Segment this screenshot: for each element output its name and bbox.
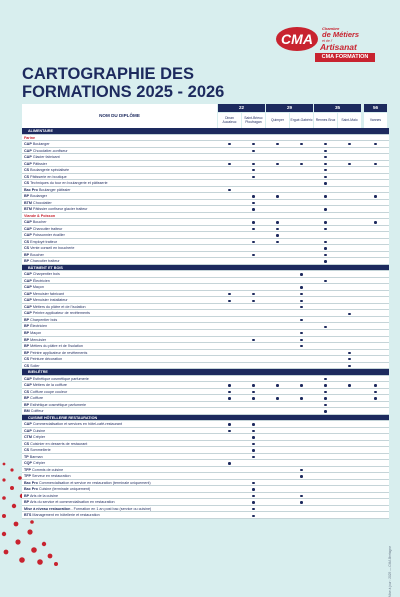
diploma-name: Électricien xyxy=(29,324,48,329)
diploma-name: Boulanger pâtissier xyxy=(37,187,71,192)
diploma-name: Boulanger xyxy=(31,142,50,147)
diploma-name: Pâtissier xyxy=(31,161,47,166)
availability-dot xyxy=(324,221,326,223)
diploma-label xyxy=(24,271,214,277)
availability-dot xyxy=(276,228,278,230)
diploma-name: Crêpier xyxy=(32,461,46,466)
diploma-label xyxy=(24,252,214,258)
svg-text:CMA: CMA xyxy=(281,31,313,47)
city-column-header: Quimper xyxy=(266,113,289,128)
diploma-name: Pâtisserie en boutique xyxy=(29,174,67,179)
availability-dot xyxy=(324,280,326,282)
availability-dot xyxy=(324,260,326,262)
diploma-label xyxy=(24,206,214,212)
availability-dot xyxy=(228,189,230,191)
availability-dot xyxy=(276,195,278,197)
diploma-name: Sommellerie xyxy=(29,448,51,453)
availability-dot xyxy=(276,221,278,223)
availability-dot xyxy=(324,169,326,171)
diploma-label xyxy=(24,148,214,154)
diploma-name: Charpentier bois xyxy=(29,317,58,322)
diploma-type: BP xyxy=(24,493,30,498)
diploma-label xyxy=(24,193,214,199)
availability-dot xyxy=(324,410,326,412)
diploma-name: Solier xyxy=(29,363,40,368)
diploma-type: CQP xyxy=(24,461,32,466)
diploma-type: CAP xyxy=(24,428,32,433)
diploma-type: CS xyxy=(24,389,30,394)
diploma-name: Commercialisation et service en restauration (terminale uniquement) xyxy=(37,480,151,485)
diploma-type: CAP xyxy=(24,376,32,381)
diploma-type: BP xyxy=(24,330,30,335)
diploma-name: Techniques du tour en boulangerie et pâtisserie xyxy=(29,181,108,186)
diploma-label xyxy=(24,291,214,297)
availability-dot xyxy=(324,156,326,158)
availability-dot xyxy=(252,515,254,517)
availability-dot xyxy=(324,397,326,399)
table-row xyxy=(22,512,389,519)
diploma-label xyxy=(24,226,214,232)
availability-dot xyxy=(228,391,230,393)
availability-dot xyxy=(252,456,254,458)
diploma-name: Pâtissier confiseur glacier traiteur xyxy=(32,207,88,212)
availability-dot xyxy=(374,397,376,399)
diploma-label xyxy=(24,395,214,401)
availability-dot xyxy=(252,208,254,210)
diploma-label xyxy=(24,460,214,466)
diploma-label xyxy=(24,486,214,492)
diploma-label xyxy=(24,174,214,180)
diploma-label: BÂTIMENT ET BOIS xyxy=(28,265,63,270)
diploma-type: BTM xyxy=(24,200,32,205)
diploma-type: CAP xyxy=(24,272,32,277)
availability-dot xyxy=(348,352,350,354)
diploma-name: Employé traiteur xyxy=(29,239,57,244)
logo-line-4: Artisanat xyxy=(320,42,357,52)
availability-dot xyxy=(252,202,254,204)
diploma-type: CS xyxy=(24,246,30,251)
logo-line-3: et de l' xyxy=(322,39,333,43)
availability-dot xyxy=(348,163,350,165)
availability-dot xyxy=(374,195,376,197)
availability-dot xyxy=(324,241,326,243)
availability-dot xyxy=(348,384,350,386)
availability-dot xyxy=(252,143,254,145)
diploma-name: Menuisier installateur xyxy=(31,298,68,303)
diploma-label xyxy=(24,512,214,518)
cma-logo xyxy=(275,26,393,62)
diploma-label xyxy=(24,434,214,440)
availability-dot xyxy=(252,293,254,295)
formations-table xyxy=(22,104,389,519)
availability-dot xyxy=(300,475,302,477)
diploma-label xyxy=(24,200,214,206)
diploma-type: CS xyxy=(24,181,30,186)
department-header: 22 xyxy=(218,104,265,112)
availability-dot xyxy=(252,449,254,451)
availability-dot xyxy=(252,169,254,171)
diploma-label xyxy=(24,239,214,245)
diploma-label xyxy=(24,363,214,369)
diploma-name: Électricien xyxy=(31,278,50,283)
diploma-type: BTS xyxy=(24,513,32,518)
diploma-label xyxy=(24,317,214,323)
diploma-label xyxy=(24,330,214,336)
availability-dot xyxy=(300,163,302,165)
diploma-label xyxy=(24,141,214,147)
diploma-name: Charcutier traiteur xyxy=(31,226,63,231)
diploma-type: Mise à niveau restauration xyxy=(24,506,71,511)
availability-dot xyxy=(252,176,254,178)
availability-dot xyxy=(228,293,230,295)
diploma-name: Cuisine xyxy=(31,428,46,433)
diploma-label xyxy=(24,304,214,310)
availability-dot xyxy=(300,332,302,334)
diploma-label xyxy=(24,454,214,460)
diploma-type: Bac Pro xyxy=(24,187,38,192)
diploma-label xyxy=(24,154,214,160)
diploma-name: Coiffure xyxy=(29,396,43,401)
availability-dot xyxy=(228,384,230,386)
availability-dot xyxy=(252,482,254,484)
diploma-label xyxy=(24,480,214,486)
diploma-name: Commis de cuisine xyxy=(30,467,64,472)
diploma-type: BP xyxy=(24,252,30,257)
diploma-type: BTM xyxy=(24,207,32,212)
diploma-type: CS xyxy=(24,363,30,368)
diploma-name: Arts du service et commercialisation en restauration xyxy=(29,500,115,505)
diploma-label xyxy=(24,232,214,238)
availability-dot xyxy=(276,163,278,165)
availability-dot xyxy=(276,241,278,243)
diploma-label xyxy=(24,473,214,479)
diploma-label xyxy=(24,310,214,316)
diploma-type: CS xyxy=(24,357,30,362)
diploma-name: Esthétique cosmétique parfumerie xyxy=(31,376,89,381)
diploma-type: CAP xyxy=(24,311,32,316)
diploma-type: TFP xyxy=(24,474,31,479)
diploma-name: Métiers de la coiffure xyxy=(31,383,67,388)
cma-formation-badge: CMA FORMATION xyxy=(315,53,375,62)
availability-dot xyxy=(348,365,350,367)
availability-dot xyxy=(324,384,326,386)
availability-dot xyxy=(324,176,326,178)
diploma-name: Peintre applicateur de revêtements xyxy=(29,350,88,355)
diploma-label xyxy=(24,167,214,173)
diploma-name: Charcutier traiteur xyxy=(29,259,60,264)
diploma-name: Vente conseil en boucherie xyxy=(29,246,75,251)
availability-dot xyxy=(252,241,254,243)
diploma-label xyxy=(24,356,214,362)
diploma-name: Métiers du plâtre et de l'isolation xyxy=(31,304,86,309)
availability-dot xyxy=(252,339,254,341)
availability-dot xyxy=(252,254,254,256)
diploma-label xyxy=(24,219,214,225)
department-header: 35 xyxy=(314,104,361,112)
city-column-header: Vannes xyxy=(364,113,387,128)
diploma-label xyxy=(24,376,214,382)
availability-dot xyxy=(252,430,254,432)
diploma-name: Serveur en restauration xyxy=(30,474,71,479)
diploma-label xyxy=(24,506,214,512)
availability-dot xyxy=(348,313,350,315)
availability-dot xyxy=(252,384,254,386)
diploma-type: CS xyxy=(24,239,30,244)
availability-dot xyxy=(324,247,326,249)
diploma-type: CAP xyxy=(24,304,32,309)
availability-dot xyxy=(228,423,230,425)
diploma-label xyxy=(24,278,214,284)
availability-dot xyxy=(348,358,350,360)
availability-dot xyxy=(324,228,326,230)
availability-dot xyxy=(300,469,302,471)
diploma-label xyxy=(24,297,214,303)
availability-dot xyxy=(374,143,376,145)
diploma-name: Chocolatier-confiseur xyxy=(31,148,68,153)
availability-dot xyxy=(324,378,326,380)
diploma-type: CS xyxy=(24,448,30,453)
availability-dot xyxy=(276,397,278,399)
availability-dot xyxy=(324,254,326,256)
diploma-label: BIEN-ÊTRE xyxy=(28,370,48,375)
diploma-label xyxy=(24,441,214,447)
availability-dot xyxy=(252,508,254,510)
diploma-type: CAP xyxy=(24,298,32,303)
availability-dot xyxy=(324,143,326,145)
table-body xyxy=(22,128,389,519)
availability-dot xyxy=(324,208,326,210)
diploma-type: CS xyxy=(24,168,30,173)
diploma-type: TFP xyxy=(24,467,31,472)
availability-dot xyxy=(228,462,230,464)
diploma-type: TP xyxy=(24,454,29,459)
diploma-label xyxy=(24,389,214,395)
diploma-type: CAP xyxy=(24,155,32,160)
availability-dot xyxy=(300,319,302,321)
city-column-header: Dinan Aucaleuc xyxy=(218,113,241,128)
diploma-label xyxy=(24,323,214,329)
diploma-name: Menuisier xyxy=(29,337,47,342)
diploma-name: Cuisine (terminale uniquement) xyxy=(37,487,91,492)
diploma-type: BP xyxy=(24,344,30,349)
diploma-label xyxy=(24,447,214,453)
availability-dot xyxy=(228,300,230,302)
availability-dot xyxy=(324,326,326,328)
availability-dot xyxy=(300,300,302,302)
availability-dot xyxy=(374,384,376,386)
availability-dot xyxy=(252,228,254,230)
diploma-type: CAP xyxy=(24,220,32,225)
diploma-name: Boucher xyxy=(29,252,44,257)
availability-dot xyxy=(252,501,254,503)
diploma-label xyxy=(24,187,214,193)
diploma-name: Boucher xyxy=(31,220,47,225)
diploma-name: Barman xyxy=(28,454,43,459)
availability-dot xyxy=(300,339,302,341)
availability-dot xyxy=(300,143,302,145)
availability-dot xyxy=(300,293,302,295)
diploma-label xyxy=(24,382,214,388)
availability-dot xyxy=(324,150,326,152)
cma-logo-mark xyxy=(275,26,319,52)
city-column-header: Saint-Brieuc Ploufragan xyxy=(242,113,265,128)
availability-dot xyxy=(252,221,254,223)
diploma-type: BP xyxy=(24,396,30,401)
availability-dot xyxy=(300,345,302,347)
diploma-type: BP xyxy=(24,350,30,355)
diploma-label xyxy=(24,499,214,505)
availability-dot xyxy=(300,286,302,288)
diploma-type: BP xyxy=(24,500,30,505)
availability-dot xyxy=(228,163,230,165)
diploma-name: Coiffeur xyxy=(29,409,44,414)
availability-dot xyxy=(252,391,254,393)
department-header: 29 xyxy=(266,104,313,112)
diploma-label xyxy=(24,258,214,264)
availability-dot xyxy=(324,195,326,197)
diploma-type: BP xyxy=(24,317,30,322)
diploma-name: Management en hôtellerie et restauration xyxy=(31,513,100,518)
availability-dot xyxy=(324,163,326,165)
diploma-label: Viande & Poisson xyxy=(24,213,56,218)
diploma-name: Glacier fabricant xyxy=(31,155,60,160)
city-column-header: Ergué-Gabéric xyxy=(290,113,313,128)
availability-dot xyxy=(252,150,254,152)
availability-dot xyxy=(300,397,302,399)
diploma-type: CS xyxy=(24,174,30,179)
availability-dot xyxy=(348,143,350,145)
diploma-label xyxy=(24,493,214,499)
availability-dot xyxy=(374,391,376,393)
diploma-name: Cuisinier en desserts de restaurant xyxy=(29,441,88,446)
availability-dot xyxy=(252,436,254,438)
department-header: 56 xyxy=(364,104,387,112)
availability-dot xyxy=(228,397,230,399)
diploma-type: CTM xyxy=(24,435,32,440)
availability-dot xyxy=(300,306,302,308)
diploma-type: BP xyxy=(24,259,30,264)
diploma-type: CAP xyxy=(24,142,32,147)
availability-dot xyxy=(324,391,326,393)
diploma-label: Farine xyxy=(24,135,36,140)
availability-dot xyxy=(300,501,302,503)
availability-dot xyxy=(300,495,302,497)
footer-note: Mise à jour : 2025 — CMA Bretagne xyxy=(388,546,392,597)
availability-dot xyxy=(374,163,376,165)
availability-dot xyxy=(276,143,278,145)
city-column-header: Rennes Bruz xyxy=(314,113,337,128)
diploma-name: Boulanger xyxy=(29,194,47,199)
availability-dot xyxy=(300,384,302,386)
diploma-type: CAP xyxy=(24,226,32,231)
diploma-name: - Formation en 1 an post bac (service ou cuisine) xyxy=(70,506,152,511)
diploma-name: Peintre applicateur de revêtements xyxy=(31,311,91,316)
availability-dot xyxy=(252,443,254,445)
diploma-label xyxy=(24,245,214,251)
diploma-type: CS xyxy=(24,441,30,446)
diploma-type: CAP xyxy=(24,233,32,238)
diploma-label xyxy=(24,402,214,408)
diploma-name: Métiers du plâtre et de l'isolation xyxy=(29,344,83,349)
availability-dot xyxy=(252,495,254,497)
diploma-label: ALIMENTAIRE xyxy=(28,129,53,133)
availability-dot xyxy=(252,488,254,490)
diploma-type: BP xyxy=(24,194,30,199)
diploma-name: Commercialisation et services en hôtel-café-restaurant xyxy=(31,422,122,427)
diploma-label xyxy=(24,408,214,414)
diploma-type: BP xyxy=(24,337,30,342)
diploma-label xyxy=(24,161,214,167)
page-title: CARTOGRAPHIE DES FORMATIONS 2025 - 2026 xyxy=(22,65,225,101)
diploma-name: Crêpier xyxy=(32,435,46,440)
availability-dot xyxy=(252,163,254,165)
availability-dot xyxy=(300,273,302,275)
diploma-label xyxy=(24,350,214,356)
diploma-name: Coiffure coupe couleur xyxy=(29,389,68,394)
logo-line-1: Chambre xyxy=(322,26,340,31)
diploma-name: Chocolatier xyxy=(32,200,52,205)
availability-dot xyxy=(228,430,230,432)
diploma-label xyxy=(24,421,214,427)
diploma-label xyxy=(24,343,214,349)
diploma-label xyxy=(24,428,214,434)
diploma-label xyxy=(24,180,214,186)
logo-line-2: de Métiers xyxy=(322,30,360,39)
diploma-name: Esthétique cosmétique parfumerie xyxy=(29,402,87,407)
diploma-name: Peinture décoration xyxy=(29,357,63,362)
availability-dot xyxy=(324,182,326,184)
diploma-type: CAP xyxy=(24,148,32,153)
diploma-column-header: NOM DU DIPLÔME xyxy=(22,104,217,128)
availability-dot xyxy=(276,234,278,236)
diploma-name: Charpentier bois xyxy=(31,272,60,277)
diploma-type: CAP xyxy=(24,291,32,296)
diploma-type: CAP xyxy=(24,422,32,427)
availability-dot xyxy=(276,384,278,386)
city-column-header: Saint-Malo xyxy=(338,113,361,128)
diploma-name: Poissonnier écailler xyxy=(31,233,65,238)
availability-dot xyxy=(324,404,326,406)
availability-dot xyxy=(374,221,376,223)
diploma-type: CAP xyxy=(24,285,32,290)
diploma-name: Maçon xyxy=(29,330,42,335)
diploma-label xyxy=(24,337,214,343)
diploma-name: Boulangerie spécialisée xyxy=(29,168,70,173)
diploma-type: BP xyxy=(24,324,30,329)
availability-dot xyxy=(252,195,254,197)
availability-dot xyxy=(252,397,254,399)
availability-dot xyxy=(228,143,230,145)
diploma-label xyxy=(24,467,214,473)
diploma-name: Menuisier fabricant xyxy=(31,291,64,296)
diploma-type: Bac Pro xyxy=(24,480,38,485)
diploma-type: CAP xyxy=(24,161,32,166)
diploma-type: CAP xyxy=(24,383,32,388)
availability-dot xyxy=(252,423,254,425)
diploma-type: BP xyxy=(24,402,30,407)
diploma-type: BM xyxy=(24,409,30,414)
table-header xyxy=(22,104,389,128)
diploma-label xyxy=(24,284,214,290)
availability-dot xyxy=(252,300,254,302)
diploma-label: CUISINE HÔTELLERIE RESTAURATION xyxy=(28,415,98,420)
diploma-type: CAP xyxy=(24,278,32,283)
diploma-name: Arts de la cuisine xyxy=(29,493,59,498)
diploma-name: Maçon xyxy=(31,285,44,290)
diploma-type: Bac Pro xyxy=(24,487,38,492)
